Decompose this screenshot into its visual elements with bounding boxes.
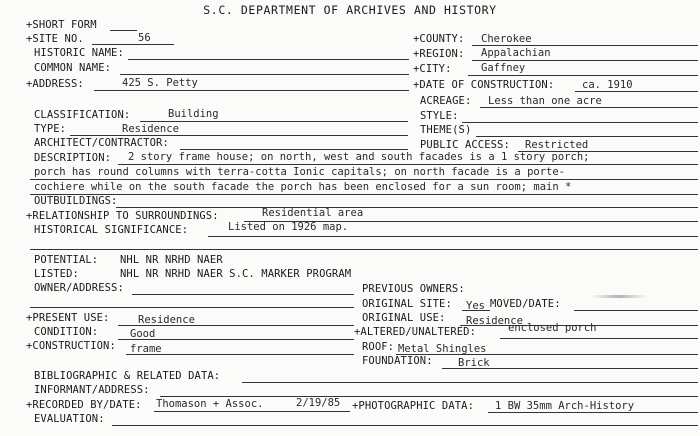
type-value: Residence bbox=[122, 123, 179, 135]
city-field-line bbox=[468, 75, 698, 76]
public-access-label: PUBLIC ACCESS: bbox=[420, 139, 510, 151]
photographic-data-label: +PHOTOGRAPHIC DATA: bbox=[352, 400, 475, 412]
foundation-field-line bbox=[442, 368, 698, 369]
original-use-label: ORIGINAL USE: bbox=[362, 312, 446, 324]
owner-extra-line bbox=[30, 307, 354, 308]
construction-label: +CONSTRUCTION: bbox=[26, 340, 116, 352]
construction-value: frame bbox=[130, 343, 162, 355]
original-site-label: ORIGINAL SITE: bbox=[362, 298, 452, 310]
date-of-construction-value: ca. 1910 bbox=[582, 79, 633, 91]
evaluation-field-line bbox=[112, 425, 698, 426]
owner-address-label: OWNER/ADDRESS: bbox=[34, 282, 124, 294]
short-form-label: +SHORT FORM bbox=[26, 19, 97, 31]
previous-owners-label: PREVIOUS OWNERS: bbox=[362, 283, 465, 295]
owner-address-field-line bbox=[132, 294, 354, 295]
classification-label: CLASSIFICATION: bbox=[34, 109, 131, 121]
public-access-value: Restricted bbox=[525, 139, 589, 151]
potential-options: NHL NR NRHD NAER bbox=[120, 254, 223, 266]
region-label: +REGION: bbox=[413, 48, 465, 60]
classification-value: Building bbox=[168, 108, 219, 120]
potential-label: POTENTIAL: bbox=[34, 254, 99, 266]
region-value: Appalachian bbox=[481, 47, 551, 59]
recorded-by-field-line bbox=[154, 411, 350, 412]
altered-unaltered-field-line bbox=[500, 338, 698, 339]
condition-label: CONDITION: bbox=[34, 326, 99, 338]
evaluation-label: EVALUATION: bbox=[34, 413, 105, 425]
altered-unaltered-label: +ALTERED/UNALTERED: bbox=[354, 326, 477, 338]
original-use-value: Residence bbox=[466, 315, 523, 327]
original-site-value: Yes bbox=[466, 300, 485, 312]
construction-field-line bbox=[126, 354, 354, 355]
moved-date-label: MOVED/DATE: bbox=[490, 298, 561, 310]
short-form-field-line bbox=[110, 30, 137, 31]
description-field-line-1 bbox=[118, 164, 698, 165]
description-label: DESCRIPTION: bbox=[34, 152, 112, 164]
outbuildings-field-line bbox=[116, 207, 698, 208]
city-label: +CITY: bbox=[413, 63, 452, 75]
type-label: TYPE: bbox=[34, 123, 67, 135]
altered-unaltered-value: enclosed porch bbox=[508, 322, 597, 334]
city-value: Gaffney bbox=[481, 62, 526, 74]
description-line-2: porch has round columns with terra-cotta Ionic capitals; on north facade is a porte- bbox=[34, 166, 566, 178]
acreage-value: Less than one acre bbox=[488, 95, 602, 107]
architect-contractor-label: ARCHITECT/CONTRACTOR: bbox=[34, 137, 169, 149]
photographic-data-field-line bbox=[488, 412, 698, 413]
county-label: +COUNTY: bbox=[413, 33, 465, 45]
bibliographic-label: BIBLIOGRAPHIC & RELATED DATA: bbox=[34, 370, 221, 382]
present-use-value: Residence bbox=[138, 314, 195, 326]
photographic-data-value: 1 BW 35mm Arch-History bbox=[495, 400, 635, 412]
date-of-construction-label: +DATE OF CONSTRUCTION: bbox=[413, 79, 555, 91]
address-field-line bbox=[94, 90, 409, 91]
acreage-field-line bbox=[480, 107, 698, 108]
common-name-field-line bbox=[120, 74, 409, 75]
outbuildings-label: OUTBUILDINGS: bbox=[34, 195, 118, 207]
roof-field-line bbox=[396, 354, 698, 355]
common-name-label: COMMON NAME: bbox=[34, 62, 112, 74]
architect-contractor-field-line bbox=[180, 149, 408, 150]
description-line-3: cochiere while on the south facade the porch has been enclosed for a sun room; main * bbox=[34, 181, 572, 193]
foundation-value: Brick bbox=[458, 357, 490, 369]
recorded-by-value: Thomason + Assoc. bbox=[156, 398, 264, 410]
listed-label: LISTED: bbox=[34, 268, 79, 280]
site-no-value: 56 bbox=[138, 32, 151, 44]
classification-field-line bbox=[140, 121, 408, 122]
historical-significance-label: HISTORICAL SIGNIFICANCE: bbox=[34, 224, 189, 236]
condition-value: Good bbox=[130, 328, 156, 340]
themes-field-line bbox=[476, 136, 698, 137]
roof-label: ROOF: bbox=[362, 341, 395, 353]
county-value: Cherokee bbox=[481, 33, 532, 45]
informant-address-label: INFORMANT/ADDRESS: bbox=[34, 384, 150, 396]
recorded-date-value: 2/19/85 bbox=[296, 397, 341, 409]
county-field-line bbox=[472, 45, 698, 46]
description-field-line-2 bbox=[30, 179, 698, 180]
present-use-field-line bbox=[118, 325, 354, 326]
smudge-mark bbox=[590, 295, 648, 298]
relationship-label: +RELATIONSHIP TO SURROUNDINGS: bbox=[26, 210, 219, 222]
site-no-field-line bbox=[92, 44, 174, 45]
bibliographic-field-line bbox=[242, 382, 698, 383]
address-label: +ADDRESS: bbox=[26, 78, 84, 90]
original-site-field-line bbox=[462, 310, 490, 311]
site-no-label: +SITE NO. bbox=[26, 33, 84, 45]
address-value: 425 S. Petty bbox=[122, 77, 198, 89]
condition-field-line bbox=[118, 339, 354, 340]
style-field-line bbox=[462, 122, 698, 123]
historical-significance-value: Listed on 1926 map. bbox=[228, 221, 349, 233]
roof-value: Metal Shingles bbox=[398, 343, 487, 355]
form-header-title: S.C. DEPARTMENT OF ARCHIVES AND HISTORY bbox=[203, 3, 497, 17]
foundation-label: FOUNDATION: bbox=[362, 355, 433, 367]
historical-significance-field-line bbox=[208, 236, 698, 237]
description-field-line-3 bbox=[30, 194, 698, 195]
relationship-value: Residential area bbox=[262, 207, 364, 219]
style-label: STYLE: bbox=[420, 110, 459, 122]
acreage-label: ACREAGE: bbox=[420, 95, 472, 107]
date-of-construction-field-line bbox=[575, 91, 698, 92]
present-use-label: +PRESENT USE: bbox=[26, 312, 110, 324]
significance-extra-line bbox=[30, 249, 698, 250]
historic-name-label: HISTORIC NAME: bbox=[34, 47, 124, 59]
description-line-1: 2 story frame house; on north, west and south facades is a 1 story porch; bbox=[128, 151, 590, 163]
themes-label: THEME(S) bbox=[420, 124, 472, 136]
type-field-line bbox=[70, 135, 408, 136]
moved-date-field-line bbox=[574, 310, 698, 311]
region-field-line bbox=[472, 60, 698, 61]
historic-name-field-line bbox=[128, 59, 409, 60]
informant-address-field-line bbox=[160, 396, 698, 397]
listed-options: NHL NR NRHD NAER S.C. MARKER PROGRAM bbox=[120, 268, 352, 280]
recorded-by-label: +RECORDED BY/DATE: bbox=[26, 399, 142, 411]
